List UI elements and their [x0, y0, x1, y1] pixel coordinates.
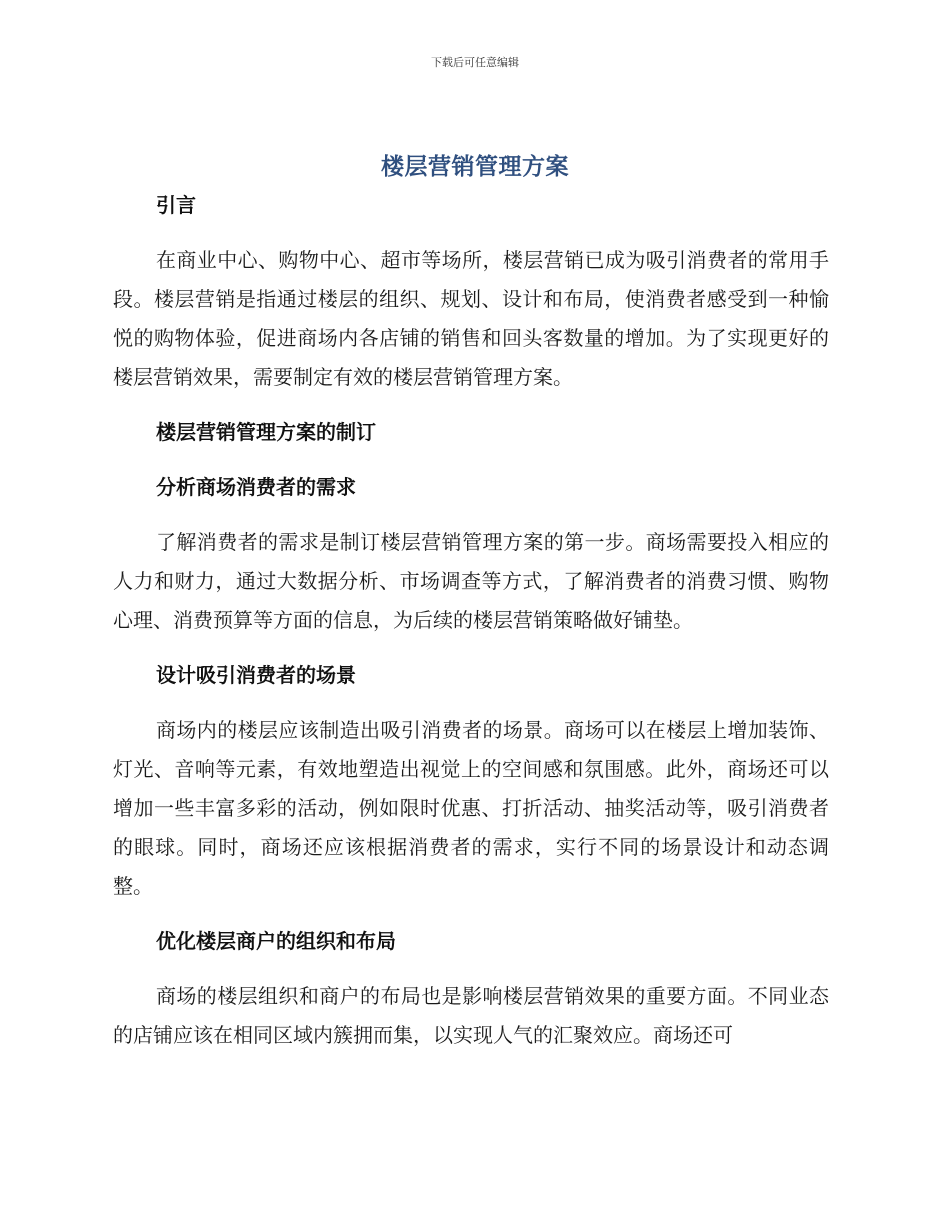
paragraph-intro: 在商业中心、购物中心、超市等场所，楼层营销已成为吸引消费者的常用手段。楼层营销是指通过楼层的组织、规划、设计和布局，使消费者感受到一种愉悦的购物体验，促进商场内各店铺的销售和回头客数量的增加。为了实现更好的楼层营销效果，需要制定有效的楼层营销管理方案。 [113, 248, 829, 389]
header-note: 下载后可任意编辑 [431, 56, 519, 69]
section-heading-scene: 设计吸引消费者的场景 [156, 663, 356, 687]
paragraph-layout: 商场的楼层组织和商户的布局也是影响楼层营销效果的重要方面。不同业态的店铺应该在相同区域内簇拥而集，以实现人气的汇聚效应。商场还可 [113, 984, 829, 1047]
section-heading-layout: 优化楼层商户的组织和布局 [156, 929, 396, 953]
section-heading-intro: 引言 [156, 193, 196, 217]
section-heading-analysis: 分析商场消费者的需求 [156, 475, 356, 499]
document-title: 楼层营销管理方案 [381, 154, 569, 180]
document-body [113, 186, 829, 1055]
paragraph-analysis: 了解消费者的需求是制订楼层营销管理方案的第一步。商场需要投入相应的人力和财力，通过大数据分析、市场调查等方式，了解消费者的消费习惯、购物心理、消费预算等方面的信息，为后续的楼层营销策略做好铺垫。 [113, 530, 829, 632]
section-heading-plan: 楼层营销管理方案的制订 [156, 420, 376, 444]
paragraph-scene: 商场内的楼层应该制造出吸引消费者的场景。商场可以在楼层上增加装饰、灯光、音响等元素，有效地塑造出视觉上的空间感和氛围感。此外，商场还可以增加一些丰富多彩的活动，例如限时优惠、打折活动、抽奖活动等，吸引消费者的眼球。同时，商场还应该根据消费者的需求，实行不同的场景设计和动态调整。 [113, 718, 829, 898]
